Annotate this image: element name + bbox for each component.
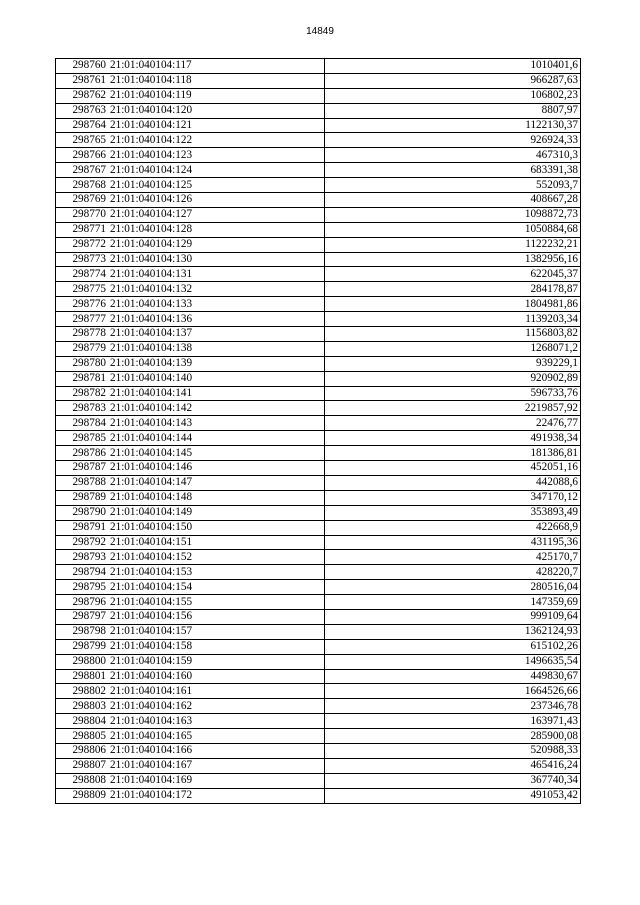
cadastral-value-cell: 442088,6 <box>325 475 581 490</box>
row-number-cell: 298770 <box>56 207 109 222</box>
table-row <box>56 475 581 490</box>
cadastral-value-cell: 237346,78 <box>325 699 581 714</box>
cadastral-value-cell: 491938,34 <box>325 431 581 446</box>
cadastral-value-cell: 1268071,2 <box>325 341 581 356</box>
cadastral-value-cell: 615102,26 <box>325 639 581 654</box>
table-row <box>56 327 581 342</box>
table-row <box>56 133 581 148</box>
cadastral-number-cell: 21:01:040104:131 <box>108 267 325 282</box>
cadastral-number-cell: 21:01:040104:155 <box>108 595 325 610</box>
row-number-cell: 298776 <box>56 297 109 312</box>
cadastral-number-cell: 21:01:040104:130 <box>108 252 325 267</box>
cadastral-value-cell: 147359,69 <box>325 595 581 610</box>
cadastral-number-cell: 21:01:040104:141 <box>108 386 325 401</box>
row-number-cell: 298778 <box>56 327 109 342</box>
row-number-cell: 298789 <box>56 490 109 505</box>
table-row <box>56 163 581 178</box>
cadastral-value-cell: 280516,04 <box>325 580 581 595</box>
cadastral-number-cell: 21:01:040104:142 <box>108 401 325 416</box>
row-number-cell: 298768 <box>56 178 109 193</box>
cadastral-number-cell: 21:01:040104:125 <box>108 178 325 193</box>
table-row <box>56 312 581 327</box>
cadastral-number-cell: 21:01:040104:126 <box>108 193 325 208</box>
table-row <box>56 580 581 595</box>
row-number-cell: 298808 <box>56 773 109 788</box>
row-number-cell: 298794 <box>56 565 109 580</box>
cadastral-number-cell: 21:01:040104:122 <box>108 133 325 148</box>
row-number-cell: 298785 <box>56 431 109 446</box>
table-row <box>56 356 581 371</box>
row-number-cell: 298803 <box>56 699 109 714</box>
cadastral-value-cell: 622045,37 <box>325 267 581 282</box>
page-number: 14849 <box>306 26 334 37</box>
cadastral-number-cell: 21:01:040104:147 <box>108 475 325 490</box>
cadastral-value-cell: 1122232,21 <box>325 237 581 252</box>
cadastral-value-cell: 1664526,66 <box>325 684 581 699</box>
table-row <box>56 207 581 222</box>
row-number-cell: 298783 <box>56 401 109 416</box>
row-number-cell: 298777 <box>56 312 109 327</box>
cadastral-number-cell: 21:01:040104:144 <box>108 431 325 446</box>
cadastral-number-cell: 21:01:040104:172 <box>108 788 325 803</box>
table-row <box>56 252 581 267</box>
cadastral-number-cell: 21:01:040104:150 <box>108 520 325 535</box>
row-number-cell: 298762 <box>56 88 109 103</box>
cadastral-value-cell: 452051,16 <box>325 461 581 476</box>
row-number-cell: 298806 <box>56 743 109 758</box>
row-number-cell: 298788 <box>56 475 109 490</box>
cadastral-number-cell: 21:01:040104:136 <box>108 312 325 327</box>
cadastral-number-cell: 21:01:040104:124 <box>108 163 325 178</box>
cadastral-number-cell: 21:01:040104:151 <box>108 535 325 550</box>
cadastral-number-cell: 21:01:040104:148 <box>108 490 325 505</box>
cadastral-value-cell: 939229,1 <box>325 356 581 371</box>
row-number-cell: 298784 <box>56 416 109 431</box>
row-number-cell: 298781 <box>56 371 109 386</box>
row-number-cell: 298798 <box>56 624 109 639</box>
table-row <box>56 714 581 729</box>
row-number-cell: 298766 <box>56 148 109 163</box>
table-row <box>56 341 581 356</box>
cadastral-value-cell: 425170,7 <box>325 550 581 565</box>
row-number-cell: 298802 <box>56 684 109 699</box>
row-number-cell: 298807 <box>56 758 109 773</box>
cadastral-number-cell: 21:01:040104:143 <box>108 416 325 431</box>
cadastral-number-cell: 21:01:040104:167 <box>108 758 325 773</box>
table-row <box>56 118 581 133</box>
table-row <box>56 639 581 654</box>
table-row <box>56 490 581 505</box>
table-row <box>56 743 581 758</box>
row-number-cell: 298787 <box>56 461 109 476</box>
row-number-cell: 298805 <box>56 729 109 744</box>
row-number-cell: 298773 <box>56 252 109 267</box>
cadastral-number-cell: 21:01:040104:169 <box>108 773 325 788</box>
row-number-cell: 298765 <box>56 133 109 148</box>
table-row <box>56 729 581 744</box>
table-row <box>56 222 581 237</box>
table-row <box>56 237 581 252</box>
cadastral-number-cell: 21:01:040104:117 <box>108 59 325 74</box>
cadastral-number-cell: 21:01:040104:166 <box>108 743 325 758</box>
cadastral-number-cell: 21:01:040104:160 <box>108 669 325 684</box>
cadastral-value-cell: 347170,12 <box>325 490 581 505</box>
table-row <box>56 148 581 163</box>
row-number-cell: 298772 <box>56 237 109 252</box>
row-number-cell: 298763 <box>56 103 109 118</box>
cadastral-value-cell: 920902,89 <box>325 371 581 386</box>
cadastral-number-cell: 21:01:040104:158 <box>108 639 325 654</box>
cadastral-value-cell: 1156803,82 <box>325 327 581 342</box>
cadastral-value-cell: 467310,3 <box>325 148 581 163</box>
cadastral-value-cell: 999109,64 <box>325 609 581 624</box>
cadastral-value-cell: 520988,33 <box>325 743 581 758</box>
table-row <box>56 267 581 282</box>
cadastral-value-cell: 408667,28 <box>325 193 581 208</box>
table-row <box>56 59 581 74</box>
cadastral-number-cell: 21:01:040104:161 <box>108 684 325 699</box>
table-row <box>56 505 581 520</box>
cadastral-value-cell: 431195,36 <box>325 535 581 550</box>
cadastral-number-cell: 21:01:040104:163 <box>108 714 325 729</box>
cadastral-value-cell: 2219857,92 <box>325 401 581 416</box>
table-row <box>56 401 581 416</box>
table-row <box>56 788 581 803</box>
table-row <box>56 73 581 88</box>
table-row <box>56 669 581 684</box>
cadastral-value-cell: 966287,63 <box>325 73 581 88</box>
table-row <box>56 461 581 476</box>
cadastral-number-cell: 21:01:040104:140 <box>108 371 325 386</box>
cadastral-number-cell: 21:01:040104:137 <box>108 327 325 342</box>
cadastral-value-cell: 1382956,16 <box>325 252 581 267</box>
cadastral-value-cell: 1010401,6 <box>325 59 581 74</box>
table-row <box>56 431 581 446</box>
table-row <box>56 624 581 639</box>
cadastral-number-cell: 21:01:040104:149 <box>108 505 325 520</box>
cadastral-number-cell: 21:01:040104:145 <box>108 446 325 461</box>
table-row <box>56 758 581 773</box>
row-number-cell: 298779 <box>56 341 109 356</box>
cadastral-number-cell: 21:01:040104:138 <box>108 341 325 356</box>
table-row <box>56 282 581 297</box>
row-number-cell: 298795 <box>56 580 109 595</box>
cadastral-number-cell: 21:01:040104:157 <box>108 624 325 639</box>
cadastral-value-cell: 181386,81 <box>325 446 581 461</box>
table-row <box>56 595 581 610</box>
cadastral-number-cell: 21:01:040104:123 <box>108 148 325 163</box>
cadastral-number-cell: 21:01:040104:129 <box>108 237 325 252</box>
row-number-cell: 298791 <box>56 520 109 535</box>
cadastral-value-cell: 449830,67 <box>325 669 581 684</box>
table-row <box>56 103 581 118</box>
cadastral-value-cell: 284178,87 <box>325 282 581 297</box>
table-row <box>56 773 581 788</box>
row-number-cell: 298771 <box>56 222 109 237</box>
row-number-cell: 298797 <box>56 609 109 624</box>
cadastral-value-cell: 683391,38 <box>325 163 581 178</box>
cadastral-number-cell: 21:01:040104:121 <box>108 118 325 133</box>
cadastral-number-cell: 21:01:040104:153 <box>108 565 325 580</box>
cadastral-number-cell: 21:01:040104:127 <box>108 207 325 222</box>
table-row <box>56 88 581 103</box>
cadastral-number-cell: 21:01:040104:146 <box>108 461 325 476</box>
row-number-cell: 298775 <box>56 282 109 297</box>
cadastral-number-cell: 21:01:040104:159 <box>108 654 325 669</box>
row-number-cell: 298804 <box>56 714 109 729</box>
cadastral-number-cell: 21:01:040104:139 <box>108 356 325 371</box>
cadastral-value-cell: 163971,43 <box>325 714 581 729</box>
row-number-cell: 298790 <box>56 505 109 520</box>
cadastral-value-cell: 1098872,73 <box>325 207 581 222</box>
cadastral-value-cell: 353893,49 <box>325 505 581 520</box>
row-number-cell: 298767 <box>56 163 109 178</box>
row-number-cell: 298764 <box>56 118 109 133</box>
row-number-cell: 298760 <box>56 59 109 74</box>
row-number-cell: 298801 <box>56 669 109 684</box>
cadastral-value-cell: 926924,33 <box>325 133 581 148</box>
table-row <box>56 550 581 565</box>
cadastral-value-cell: 106802,23 <box>325 88 581 103</box>
row-number-cell: 298793 <box>56 550 109 565</box>
cadastral-number-cell: 21:01:040104:119 <box>108 88 325 103</box>
table-row <box>56 297 581 312</box>
row-number-cell: 298769 <box>56 193 109 208</box>
cadastral-value-cell: 491053,42 <box>325 788 581 803</box>
table-body <box>56 59 581 804</box>
table-row <box>56 654 581 669</box>
cadastral-number-cell: 21:01:040104:156 <box>108 609 325 624</box>
table-row <box>56 535 581 550</box>
table-row <box>56 520 581 535</box>
cadastral-number-cell: 21:01:040104:154 <box>108 580 325 595</box>
table-row <box>56 416 581 431</box>
cadastral-number-cell: 21:01:040104:165 <box>108 729 325 744</box>
cadastral-value-cell: 422668,9 <box>325 520 581 535</box>
cadastral-value-cell: 8807,97 <box>325 103 581 118</box>
cadastral-value-cell: 1139203,34 <box>325 312 581 327</box>
row-number-cell: 298786 <box>56 446 109 461</box>
row-number-cell: 298774 <box>56 267 109 282</box>
cadastral-number-cell: 21:01:040104:128 <box>108 222 325 237</box>
cadastral-value-cell: 285900,08 <box>325 729 581 744</box>
cadastral-value-cell: 1496635,54 <box>325 654 581 669</box>
cadastral-value-cell: 552093,7 <box>325 178 581 193</box>
row-number-cell: 298799 <box>56 639 109 654</box>
cadastral-value-cell: 1050884,68 <box>325 222 581 237</box>
cadastral-number-cell: 21:01:040104:120 <box>108 103 325 118</box>
cadastral-value-cell: 1362124,93 <box>325 624 581 639</box>
row-number-cell: 298809 <box>56 788 109 803</box>
table-row <box>56 699 581 714</box>
cadastral-number-cell: 21:01:040104:132 <box>108 282 325 297</box>
row-number-cell: 298782 <box>56 386 109 401</box>
table-row <box>56 178 581 193</box>
cadastral-number-cell: 21:01:040104:133 <box>108 297 325 312</box>
row-number-cell: 298792 <box>56 535 109 550</box>
cadastral-number-cell: 21:01:040104:118 <box>108 73 325 88</box>
cadastral-value-cell: 367740,34 <box>325 773 581 788</box>
cadastral-value-cell: 1804981,86 <box>325 297 581 312</box>
row-number-cell: 298796 <box>56 595 109 610</box>
table-row <box>56 446 581 461</box>
cadastral-value-cell: 465416,24 <box>325 758 581 773</box>
row-number-cell: 298780 <box>56 356 109 371</box>
cadastral-number-cell: 21:01:040104:162 <box>108 699 325 714</box>
table-row <box>56 684 581 699</box>
row-number-cell: 298761 <box>56 73 109 88</box>
row-number-cell: 298800 <box>56 654 109 669</box>
table-row <box>56 609 581 624</box>
cadastral-value-cell: 1122130,37 <box>325 118 581 133</box>
cadastral-value-cell: 22476,77 <box>325 416 581 431</box>
table-row <box>56 371 581 386</box>
cadastral-number-cell: 21:01:040104:152 <box>108 550 325 565</box>
cadastral-value-cell: 596733,76 <box>325 386 581 401</box>
table-row <box>56 386 581 401</box>
table-row <box>56 193 581 208</box>
table-row <box>56 565 581 580</box>
cadastral-value-cell: 428220,7 <box>325 565 581 580</box>
cadastral-value-table <box>55 58 581 804</box>
